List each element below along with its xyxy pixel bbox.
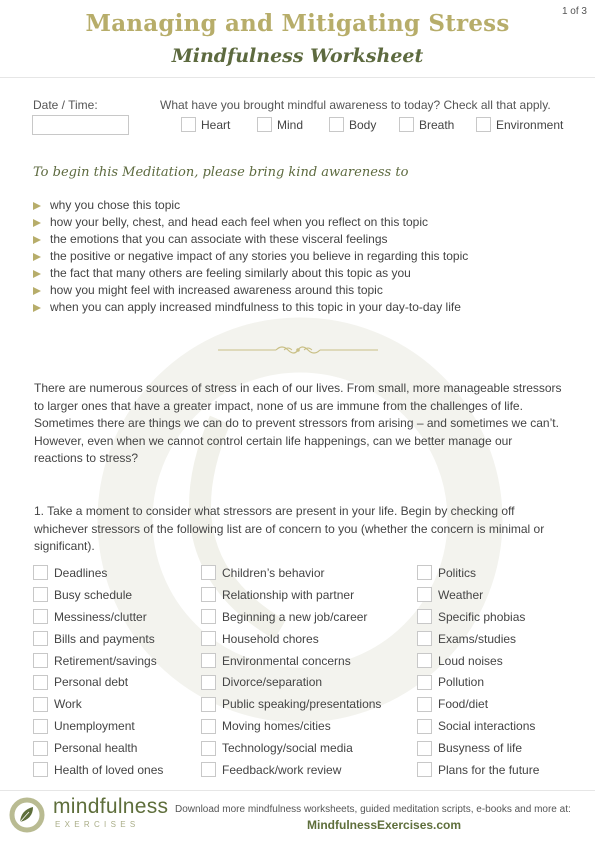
stressor-label: Politics bbox=[438, 565, 477, 580]
bullet-text: why you chose this topic bbox=[50, 198, 181, 212]
checkbox[interactable] bbox=[33, 675, 48, 690]
checkbox[interactable] bbox=[33, 609, 48, 624]
stressor-label: Social interactions bbox=[438, 719, 536, 734]
bullet-text: the emotions that you can associate with these visceral feelings bbox=[50, 232, 388, 246]
stressor-item[interactable] bbox=[33, 759, 163, 781]
checkbox[interactable] bbox=[417, 653, 432, 668]
stressor-label: Exams/studies bbox=[438, 631, 517, 646]
awareness-option-label: Mind bbox=[277, 117, 304, 132]
stressor-label: Retirement/savings bbox=[54, 653, 157, 668]
awareness-option-environment[interactable] bbox=[476, 117, 563, 132]
stressor-item[interactable] bbox=[33, 671, 163, 693]
stressor-label: Feedback/work review bbox=[222, 762, 342, 777]
page-subtitle: Mindfulness Worksheet bbox=[171, 45, 424, 67]
checkbox[interactable] bbox=[257, 117, 272, 132]
checkbox[interactable] bbox=[417, 631, 432, 646]
stressor-item[interactable] bbox=[417, 562, 539, 584]
footer-divider bbox=[0, 790, 595, 791]
checkbox[interactable] bbox=[417, 565, 432, 580]
bullet-arrow-icon bbox=[33, 236, 41, 244]
stressor-item[interactable] bbox=[417, 628, 539, 650]
stressor-item[interactable] bbox=[33, 650, 163, 672]
stressor-label: Specific phobias bbox=[438, 609, 526, 624]
checkbox[interactable] bbox=[417, 609, 432, 624]
awareness-option-label: Heart bbox=[201, 117, 231, 132]
stressor-label: Environmental concerns bbox=[222, 653, 351, 668]
stressor-label: Household chores bbox=[222, 631, 319, 646]
awareness-option-body[interactable] bbox=[329, 117, 399, 132]
checkbox[interactable] bbox=[33, 762, 48, 777]
stressor-label: Bills and payments bbox=[54, 631, 155, 646]
checkbox[interactable] bbox=[201, 741, 216, 756]
date-time-field[interactable] bbox=[32, 115, 129, 135]
checkbox[interactable] bbox=[33, 741, 48, 756]
checkbox[interactable] bbox=[33, 719, 48, 734]
checkbox[interactable] bbox=[33, 697, 48, 712]
stressor-label: Busy schedule bbox=[54, 587, 133, 602]
awareness-options bbox=[181, 117, 563, 132]
stressor-item[interactable] bbox=[33, 628, 163, 650]
list-item bbox=[33, 282, 468, 299]
stressor-item[interactable] bbox=[33, 737, 163, 759]
bullet-arrow-icon bbox=[33, 253, 41, 261]
stressor-label: Beginning a new job/career bbox=[222, 609, 368, 624]
checkbox[interactable] bbox=[417, 675, 432, 690]
stressor-label: Relationship with partner bbox=[222, 587, 355, 602]
awareness-option-label: Breath bbox=[419, 117, 455, 132]
checkbox[interactable] bbox=[417, 587, 432, 602]
stressor-label: Divorce/separation bbox=[222, 675, 323, 690]
stressor-label: Personal debt bbox=[54, 675, 129, 690]
checkbox[interactable] bbox=[476, 117, 491, 132]
stressor-label: Health of loved ones bbox=[54, 762, 164, 777]
list-item bbox=[33, 197, 468, 214]
stressor-column-1 bbox=[33, 562, 163, 781]
bullet-text: when you can apply increased mindfulness to this topic in your day-to-day life bbox=[50, 300, 461, 314]
checkbox[interactable] bbox=[201, 762, 216, 777]
brand-logo-text: mindfulness bbox=[53, 795, 169, 818]
awareness-option-heart[interactable] bbox=[181, 117, 257, 132]
bullet-text: how you might feel with increased awareness around this topic bbox=[50, 283, 383, 297]
stressor-item[interactable] bbox=[201, 584, 381, 606]
stressor-label: Technology/social media bbox=[222, 741, 353, 756]
checkbox[interactable] bbox=[417, 762, 432, 777]
stressor-item[interactable] bbox=[201, 715, 381, 737]
checkbox[interactable] bbox=[329, 117, 344, 132]
awareness-question: What have you brought mindful awareness to today? Check all that apply. bbox=[160, 98, 551, 112]
stressor-label: Children’s behavior bbox=[222, 565, 325, 580]
stressor-item[interactable] bbox=[201, 650, 381, 672]
list-item bbox=[33, 299, 468, 316]
date-time-label: Date / Time: bbox=[33, 98, 98, 112]
list-item bbox=[33, 265, 468, 282]
stressor-label: Work bbox=[54, 697, 82, 712]
stressor-item[interactable] bbox=[33, 606, 163, 628]
stressor-label: Food/diet bbox=[438, 697, 489, 712]
question-1: 1. Take a moment to consider what stressors are present in your life. Begin by checking off whichever stressors of the following list are of concern to you (whether the concern is minimal or significant). bbox=[34, 504, 545, 553]
stressor-item[interactable] bbox=[201, 606, 381, 628]
page-title: Managing and Mitigating Stress bbox=[85, 10, 510, 37]
stressor-label: Public speaking/presentations bbox=[222, 697, 382, 712]
stressor-item[interactable] bbox=[201, 759, 381, 781]
bullet-arrow-icon bbox=[33, 304, 41, 312]
stressor-label: Moving homes/cities bbox=[222, 719, 331, 734]
stressor-item[interactable] bbox=[417, 693, 539, 715]
ornament-divider-icon bbox=[218, 344, 378, 356]
checkbox[interactable] bbox=[33, 631, 48, 646]
intro-paragraph: There are numerous sources of stress in each of our lives. From small, more manageable stressors to larger ones that have a greater impact, none of us are immune from the challenges of life. Sometimes there are things we can do to prevent stressors from arising – and sometimes we can’t. However, even when we cannot control certain life happenings, can we better manage our reactions to stress? bbox=[34, 381, 562, 465]
awareness-option-label: Body bbox=[349, 117, 377, 132]
stressor-label: Unemployment bbox=[54, 719, 135, 734]
checkbox[interactable] bbox=[33, 565, 48, 580]
stressor-item[interactable] bbox=[33, 715, 163, 737]
meditation-heading: To begin this Meditation, please bring kind awareness to bbox=[33, 165, 409, 180]
checkbox[interactable] bbox=[399, 117, 414, 132]
checkbox[interactable] bbox=[201, 653, 216, 668]
checkbox[interactable] bbox=[201, 587, 216, 602]
stressor-item[interactable] bbox=[201, 562, 381, 584]
checkbox[interactable] bbox=[201, 609, 216, 624]
checkbox[interactable] bbox=[201, 719, 216, 734]
stressor-label: Busyness of life bbox=[438, 741, 523, 756]
stressor-column-3 bbox=[417, 562, 539, 781]
checkbox[interactable] bbox=[201, 565, 216, 580]
stressor-item[interactable] bbox=[201, 628, 381, 650]
bullet-text: the positive or negative impact of any stories you believe in regarding this topic bbox=[50, 249, 469, 263]
stressor-item[interactable] bbox=[417, 715, 539, 737]
list-item bbox=[33, 214, 468, 231]
stressor-label: Personal health bbox=[54, 741, 138, 756]
stressor-item[interactable] bbox=[417, 650, 539, 672]
stressor-item[interactable] bbox=[201, 737, 381, 759]
checkbox[interactable] bbox=[181, 117, 196, 132]
bullet-arrow-icon bbox=[33, 202, 41, 210]
page-number: 1 of 3 bbox=[561, 6, 587, 17]
stressor-item[interactable] bbox=[417, 737, 539, 759]
stressor-item[interactable] bbox=[33, 584, 163, 606]
stressor-item[interactable] bbox=[33, 562, 163, 584]
checkbox[interactable] bbox=[417, 697, 432, 712]
footer-text: Download more mindfulness worksheets, guided meditation scripts, e-books and more at: bbox=[175, 804, 571, 815]
stressor-item[interactable] bbox=[417, 759, 539, 781]
bullet-arrow-icon bbox=[33, 287, 41, 295]
enso-leaf-logo-icon bbox=[8, 796, 46, 834]
awareness-option-breath[interactable] bbox=[399, 117, 476, 132]
stressor-item[interactable] bbox=[417, 584, 539, 606]
stressor-item[interactable] bbox=[201, 693, 381, 715]
stressor-item[interactable] bbox=[417, 671, 539, 693]
stressor-label: Weather bbox=[438, 587, 484, 602]
bullet-arrow-icon bbox=[33, 219, 41, 227]
stressor-label: Messiness/clutter bbox=[54, 609, 147, 624]
checkbox[interactable] bbox=[201, 697, 216, 712]
checkbox[interactable] bbox=[201, 631, 216, 646]
awareness-option-mind[interactable] bbox=[257, 117, 329, 132]
list-item bbox=[33, 231, 468, 248]
stressor-label: Deadlines bbox=[54, 565, 108, 580]
stressor-item[interactable] bbox=[33, 693, 163, 715]
stressor-label: Plans for the future bbox=[438, 762, 540, 777]
bullet-text: the fact that many others are feeling similarly about this topic as you bbox=[50, 266, 411, 280]
stressor-label: Pollution bbox=[438, 675, 485, 690]
bullet-arrow-icon bbox=[33, 270, 41, 278]
website-link[interactable]: MindfulnessExercises.com bbox=[307, 818, 462, 832]
stressor-column-2 bbox=[201, 562, 381, 781]
checkbox[interactable] bbox=[33, 587, 48, 602]
checkbox[interactable] bbox=[33, 653, 48, 668]
stressor-item[interactable] bbox=[417, 606, 539, 628]
brand-logo-subtext: EXERCISES bbox=[55, 820, 140, 829]
stressor-label: Loud noises bbox=[438, 653, 503, 668]
bullet-text: how your belly, chest, and head each feel when you reflect on this topic bbox=[50, 215, 429, 229]
header-divider bbox=[0, 77, 595, 78]
awareness-option-label: Environment bbox=[496, 117, 564, 132]
checkbox[interactable] bbox=[201, 675, 216, 690]
stressor-item[interactable] bbox=[201, 671, 381, 693]
list-item bbox=[33, 248, 468, 265]
checkbox[interactable] bbox=[417, 741, 432, 756]
checkbox[interactable] bbox=[417, 719, 432, 734]
meditation-bullet-list bbox=[33, 197, 468, 316]
